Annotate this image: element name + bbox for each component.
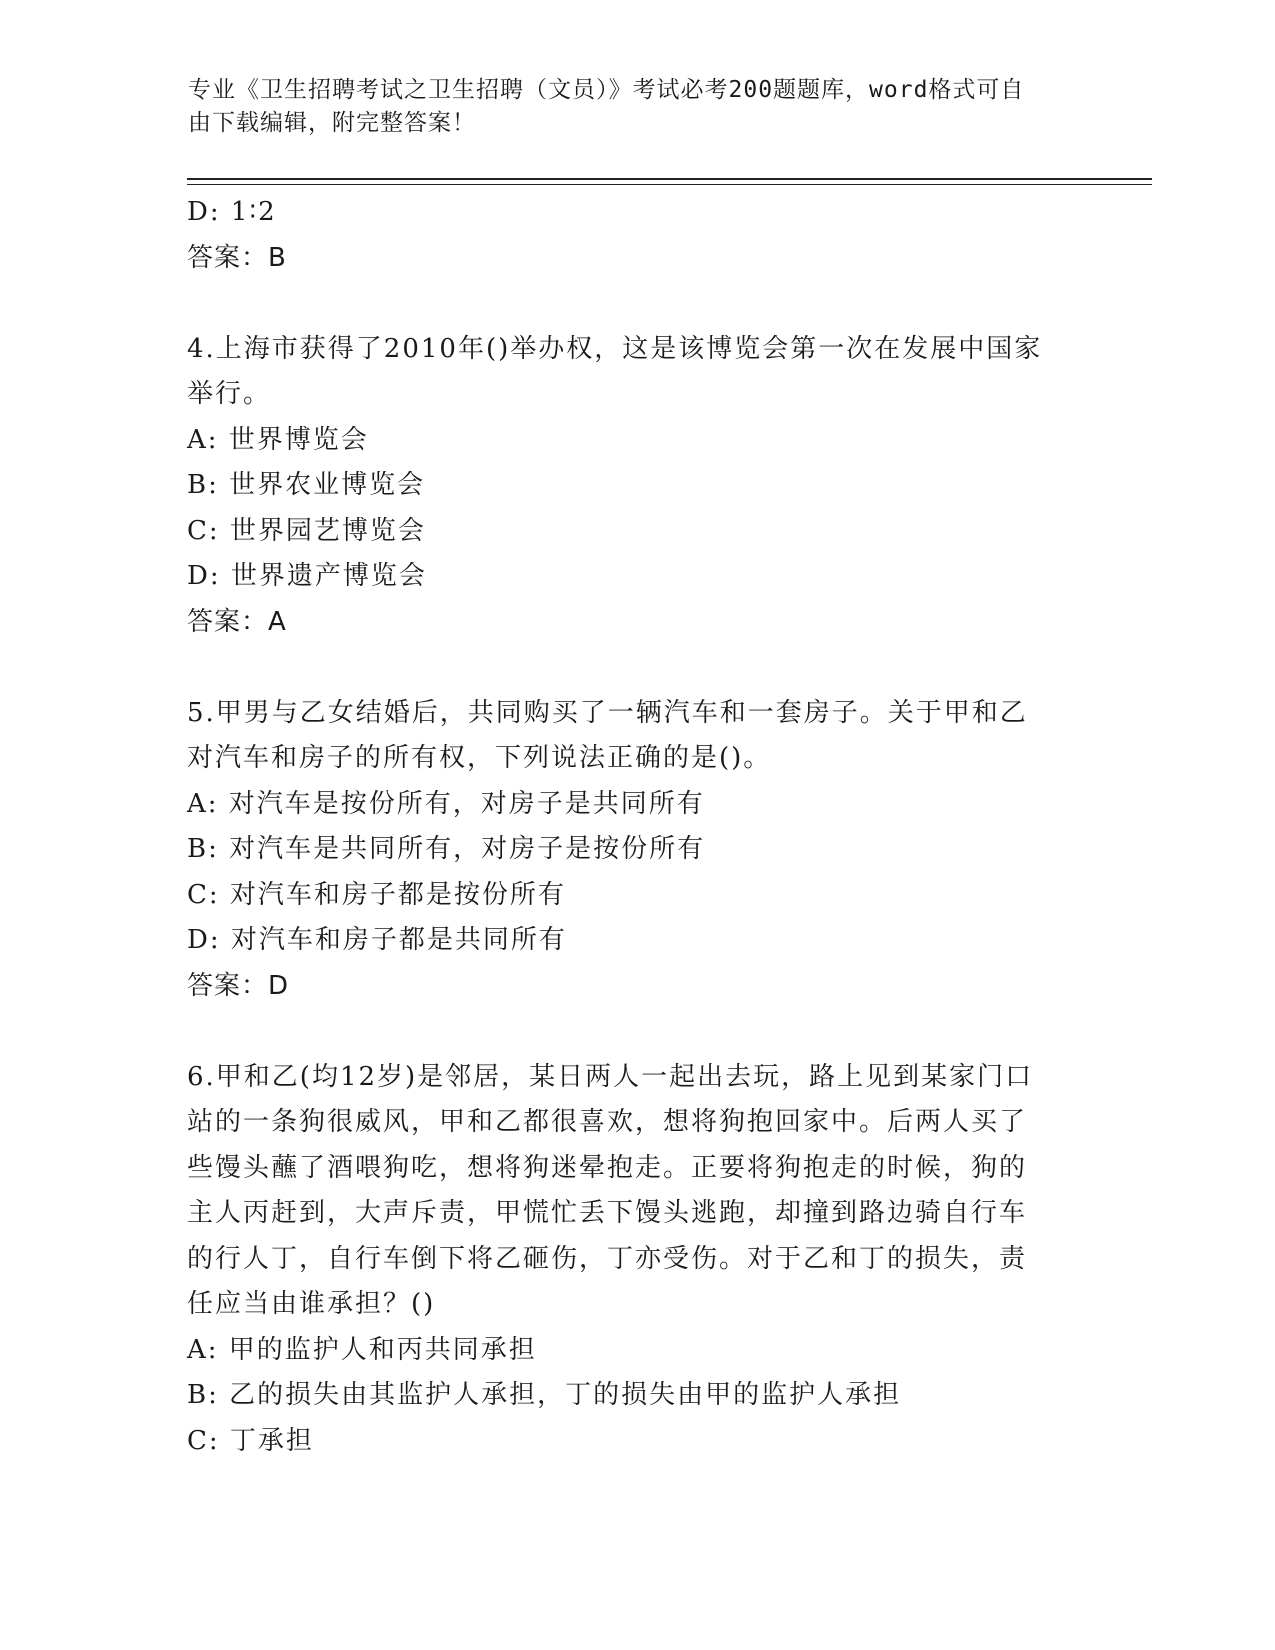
question-stem: 4.上海市获得了2010年()举办权，这是该博览会第一次在发展中国家: [187, 333, 1043, 364]
question-4: [187, 327, 1087, 646]
header-divider-thick: [187, 178, 1152, 180]
option-a: A: 甲的监护人和丙共同承担: [187, 1334, 537, 1365]
spacer: [187, 645, 1087, 691]
question-stem: 些馒头蘸了酒喂狗吃，想将狗迷晕抱走。正要将狗抱走的时候，狗的: [187, 1152, 1028, 1183]
document-header: [188, 74, 1068, 140]
answer-label: 答案：B: [187, 242, 287, 273]
question-stem: 主人丙赶到，大声斥责，甲慌忙丢下馒头逃跑，却撞到路边骑自行车: [187, 1198, 1028, 1228]
spacer: [187, 281, 1087, 327]
option-d: D: 对汽车和房子都是共同所有: [187, 925, 567, 955]
header-divider-thin: [187, 184, 1152, 185]
option-a: A: 对汽车是按份所有，对房子是共同所有: [187, 788, 705, 819]
question-stem: 5.甲男与乙女结婚后，共同购买了一辆汽车和一套房子。关于甲和乙: [187, 697, 1028, 728]
header-line-1: 专业《卫生招聘考试之卫生招聘（文员）》考试必考200题题库，word格式可自: [188, 77, 1025, 103]
question-stem: 的行人丁，自行车倒下将乙砸伤，丁亦受伤。对于乙和丁的损失，责: [187, 1243, 1028, 1274]
option-b: B: 世界农业博览会: [187, 470, 426, 500]
question-content: [187, 190, 1087, 1464]
header-line-2: 由下载编辑，附完整答案！: [188, 110, 476, 136]
option-a: A: 世界博览会: [187, 424, 369, 455]
spacer: [187, 1009, 1087, 1055]
option-b: B: 对汽车是共同所有，对房子是按份所有: [187, 834, 706, 864]
option-c: C: 对汽车和房子都是按份所有: [187, 879, 566, 910]
answer-label: 答案：D: [187, 970, 290, 1001]
option-d: D: 1∶2: [187, 197, 277, 227]
question-stem: 6.甲和乙(均12岁)是邻居，某日两人一起出去玩，路上见到某家门口: [187, 1061, 1034, 1092]
option-d: D: 世界遗产博览会: [187, 561, 427, 591]
question-stem: 站的一条狗很威风，甲和乙都很喜欢，想将狗抱回家中。后两人买了: [187, 1107, 1028, 1137]
question-stem: 任应当由谁承担？(): [187, 1289, 436, 1319]
option-b: B: 乙的损失由其监护人承担，丁的损失由甲的监护人承担: [187, 1380, 902, 1410]
question-5: [187, 691, 1087, 1010]
answer-label: 答案：A: [187, 606, 287, 637]
question-stem: 对汽车和房子的所有权，下列说法正确的是()。: [187, 743, 772, 773]
question-3-tail: [187, 190, 1087, 281]
question-stem: 举行。: [187, 379, 272, 409]
question-6: [187, 1055, 1087, 1465]
option-c: C: 丁承担: [187, 1425, 314, 1456]
option-c: C: 世界园艺博览会: [187, 515, 426, 546]
